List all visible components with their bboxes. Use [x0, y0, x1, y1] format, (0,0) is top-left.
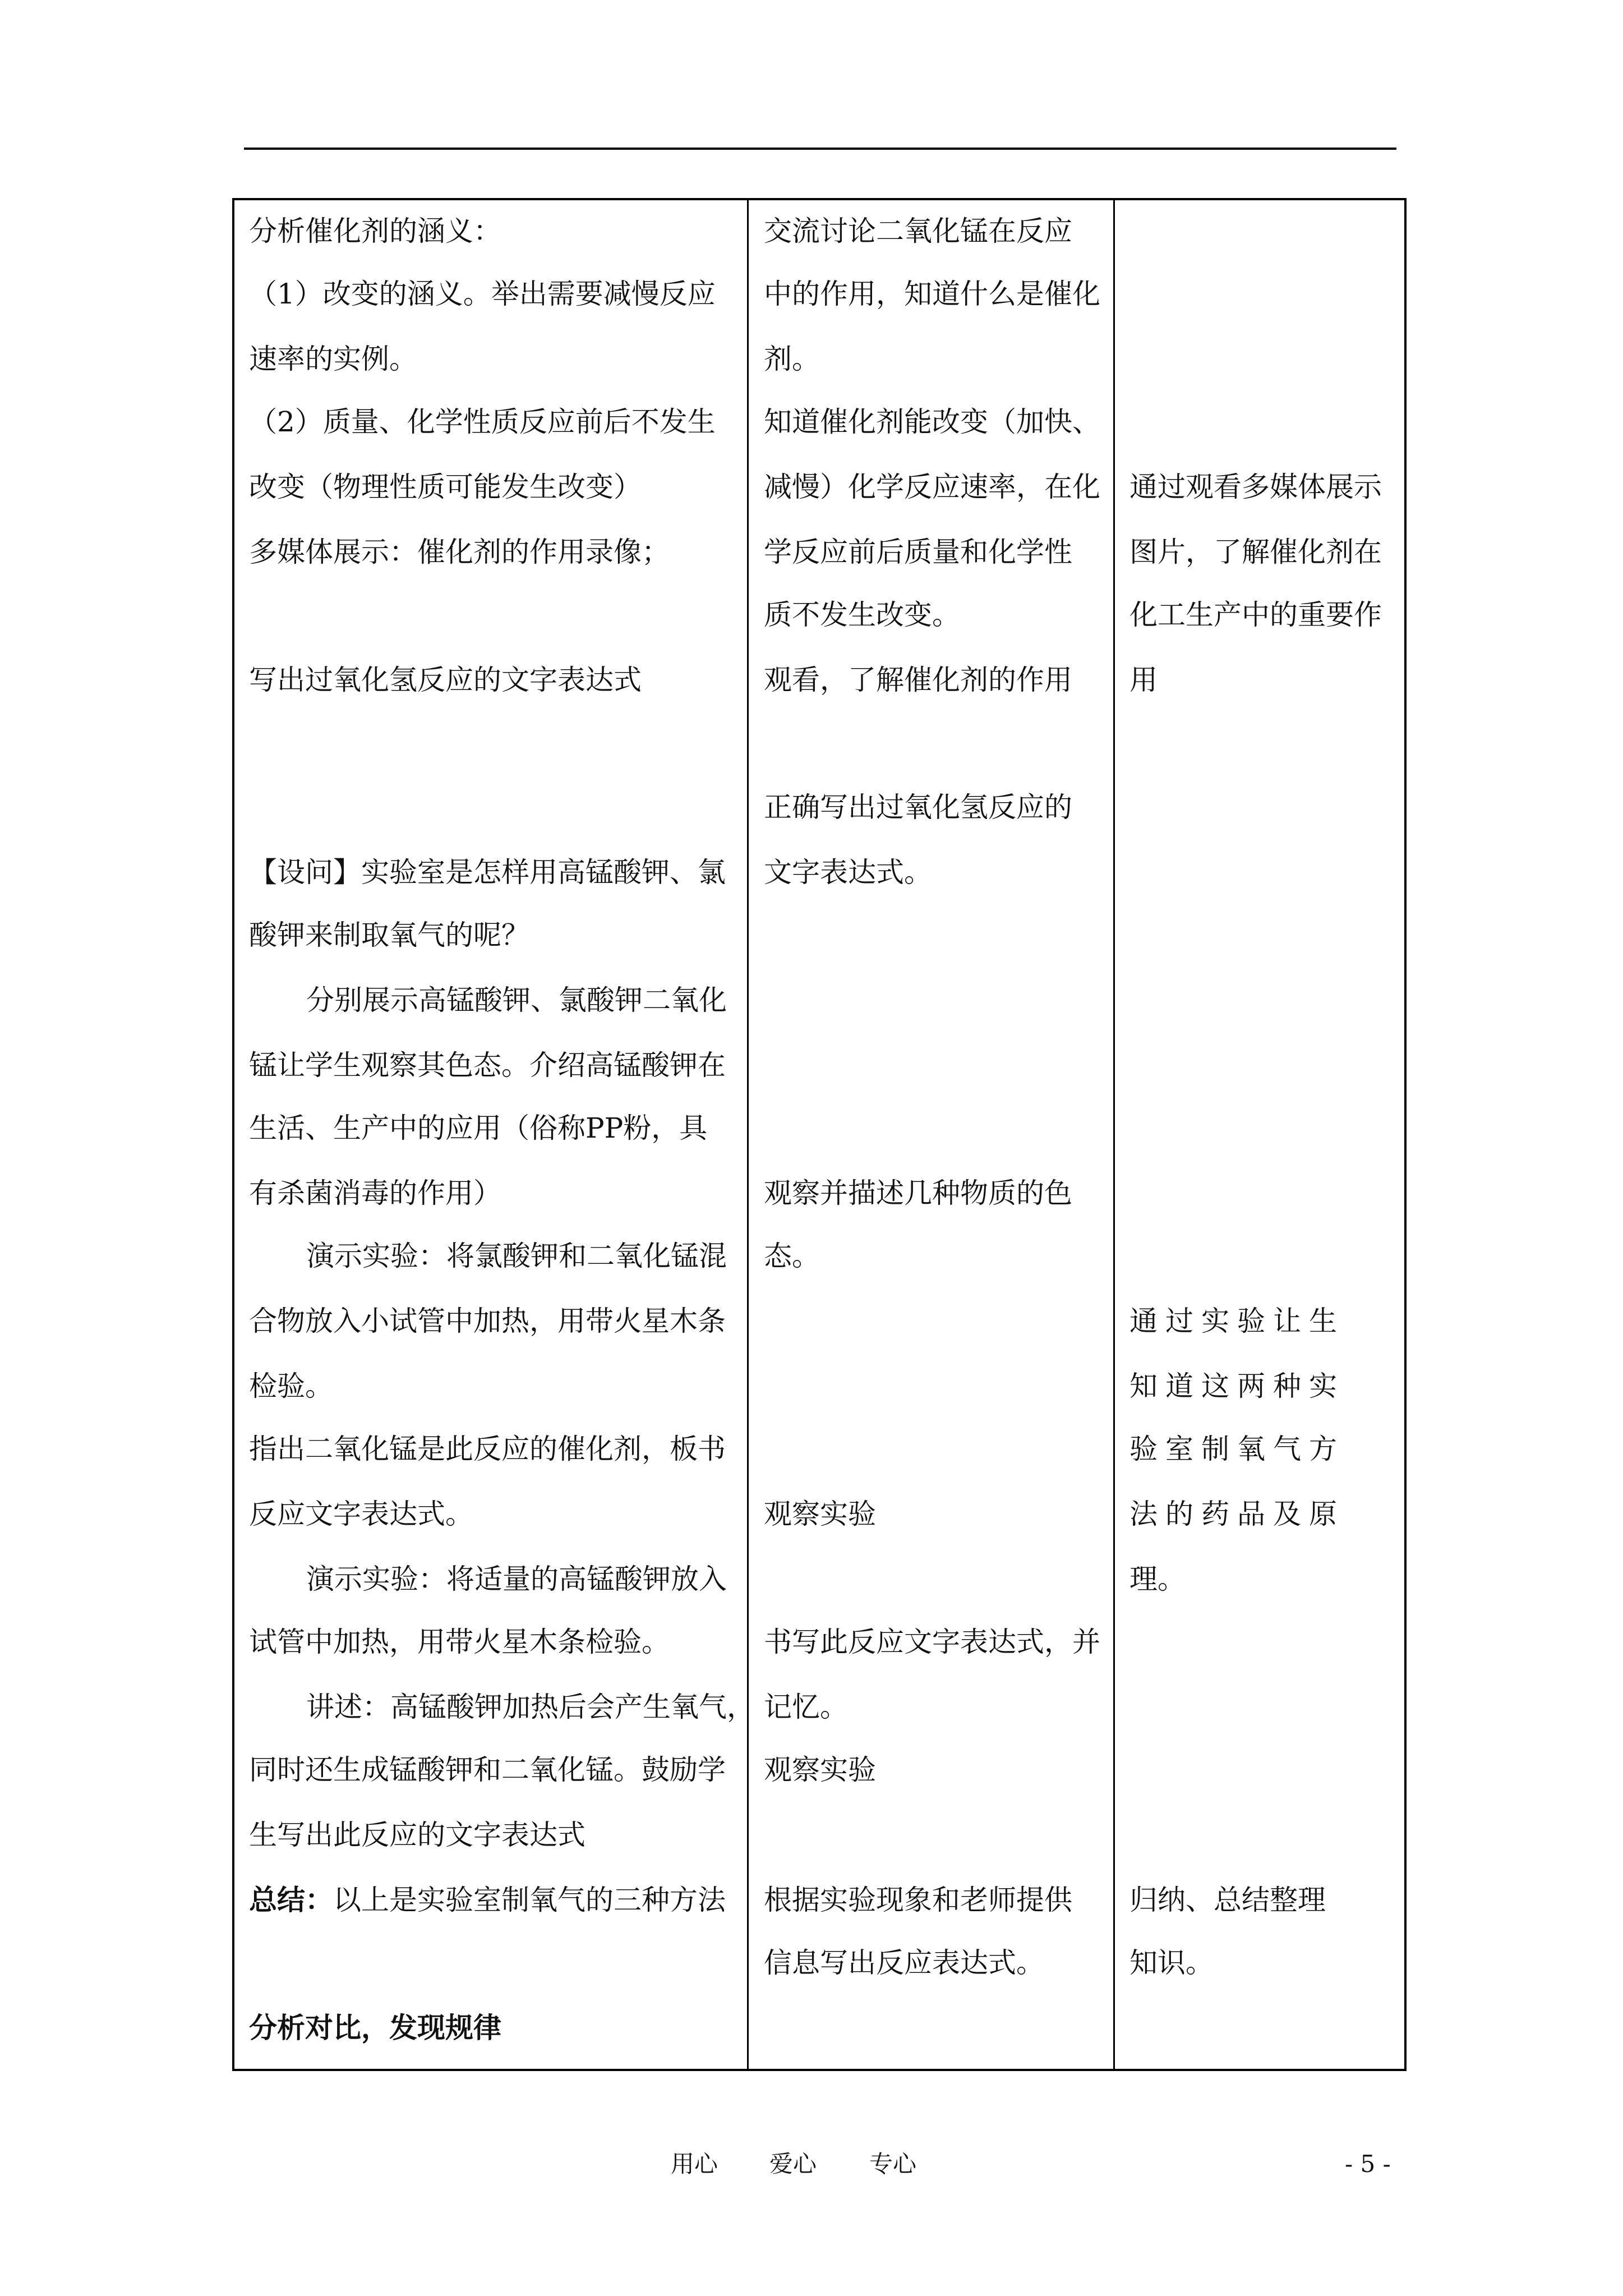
teacher-line: 讲述：高锰酸钾加热后会产生氧气， — [306, 1691, 755, 1723]
teacher-line: 改变（物理性质可能发生改变） — [249, 471, 642, 503]
summary-text: 以上是实验室制氧气的三种方法 — [333, 1884, 726, 1916]
teacher-line: 试管中加热，用带火星木条检验。 — [249, 1626, 670, 1658]
teacher-line: 有杀菌消毒的作用） — [249, 1177, 501, 1209]
summary-label: 总结： — [249, 1883, 333, 1916]
intent-line: 用 — [1129, 664, 1158, 696]
student-line: 学反应前后质量和化学性 — [764, 536, 1072, 568]
intent-line: 验室制氧气方 — [1129, 1433, 1345, 1465]
student-line: 书写此反应文字表达式，并 — [764, 1626, 1100, 1658]
student-line: 记忆。 — [764, 1691, 848, 1723]
teacher-line: （2）质量、化学性质反应前后不发生 — [249, 406, 716, 438]
teacher-line: 多媒体展示：催化剂的作用录像； — [249, 536, 670, 568]
intent-line: 化工生产中的重要作 — [1129, 599, 1382, 631]
teacher-line: 酸钾来制取氧气的呢？ — [249, 919, 529, 951]
student-line: 交流讨论二氧化锰在反应 — [764, 215, 1072, 247]
footer-motto-2: 爱心 — [769, 2150, 817, 2178]
intent-line: 通过观看多媒体展示 — [1129, 471, 1382, 503]
teacher-line: 分析催化剂的涵义： — [249, 215, 501, 247]
intent-line: 归纳、总结整理 — [1129, 1884, 1326, 1916]
teacher-line: 分别展示高锰酸钾、氯酸钾二氧化 — [306, 984, 727, 1016]
summary-line — [249, 1883, 726, 1917]
teacher-line: 锰让学生观察其色态。介绍高锰酸钾在 — [249, 1049, 726, 1082]
header-rule — [244, 148, 1396, 150]
column-separator-2 — [1113, 200, 1115, 2069]
student-line: 观察并描述几种物质的色 — [764, 1177, 1072, 1209]
student-line: 质不发生改变。 — [764, 599, 960, 631]
teacher-line: 生写出此反应的文字表达式 — [249, 1819, 585, 1851]
intent-line: 法的药品及原 — [1129, 1498, 1345, 1530]
student-line: 正确写出过氧化氢反应的 — [764, 791, 1072, 823]
teacher-line: 检验。 — [249, 1370, 333, 1402]
student-line: 观察实验 — [764, 1754, 876, 1786]
teacher-line: 反应文字表达式。 — [249, 1498, 473, 1530]
intent-line: 知识。 — [1129, 1947, 1214, 1979]
footer-motto-3: 专心 — [869, 2150, 917, 2178]
student-line: 根据实验现象和老师提供 — [764, 1884, 1072, 1916]
student-line: 文字表达式。 — [764, 856, 932, 889]
student-line: 知道催化剂能改变（加快、 — [764, 406, 1100, 438]
page-number: - 5 - — [1345, 2150, 1391, 2178]
teacher-line: 写出过氧化氢反应的文字表达式 — [249, 664, 642, 696]
student-line: 观看，了解催化剂的作用 — [764, 664, 1072, 696]
teacher-line: 同时还生成锰酸钾和二氧化锰。鼓励学 — [249, 1754, 726, 1786]
student-line: 信息写出反应表达式。 — [764, 1947, 1044, 1979]
teacher-line: 合物放入小试管中加热，用带火星木条 — [249, 1305, 726, 1337]
column-separator-1 — [747, 200, 749, 2069]
intent-line: 理。 — [1129, 1563, 1186, 1595]
student-line: 态。 — [764, 1240, 820, 1272]
teacher-line: 生活、生产中的应用（俗称PP粉，具 — [249, 1112, 708, 1144]
intent-line: 知道这两种实 — [1129, 1370, 1345, 1402]
student-line: 减慢）化学反应速率，在化 — [764, 471, 1100, 503]
teacher-line: 演示实验：将适量的高锰酸钾放入 — [306, 1563, 727, 1595]
teacher-line: （1）改变的涵义。举出需要减慢反应 — [249, 278, 716, 310]
student-line: 观察实验 — [764, 1498, 876, 1530]
teacher-line: 演示实验：将氯酸钾和二氧化锰混 — [306, 1240, 727, 1272]
teacher-line: 指出二氧化锰是此反应的催化剂，板书 — [249, 1433, 726, 1465]
student-line: 中的作用，知道什么是催化 — [764, 278, 1100, 310]
student-line: 剂。 — [764, 343, 820, 375]
teacher-line: 【设问】实验室是怎样用高锰酸钾、氯 — [249, 856, 726, 889]
teacher-line: 速率的实例。 — [249, 343, 417, 375]
intent-line: 通过实验让生 — [1129, 1305, 1345, 1337]
analysis-heading: 分析对比，发现规律 — [249, 2011, 501, 2044]
intent-line: 图片，了解催化剂在 — [1129, 536, 1382, 568]
footer-motto-1: 用心 — [671, 2150, 718, 2178]
